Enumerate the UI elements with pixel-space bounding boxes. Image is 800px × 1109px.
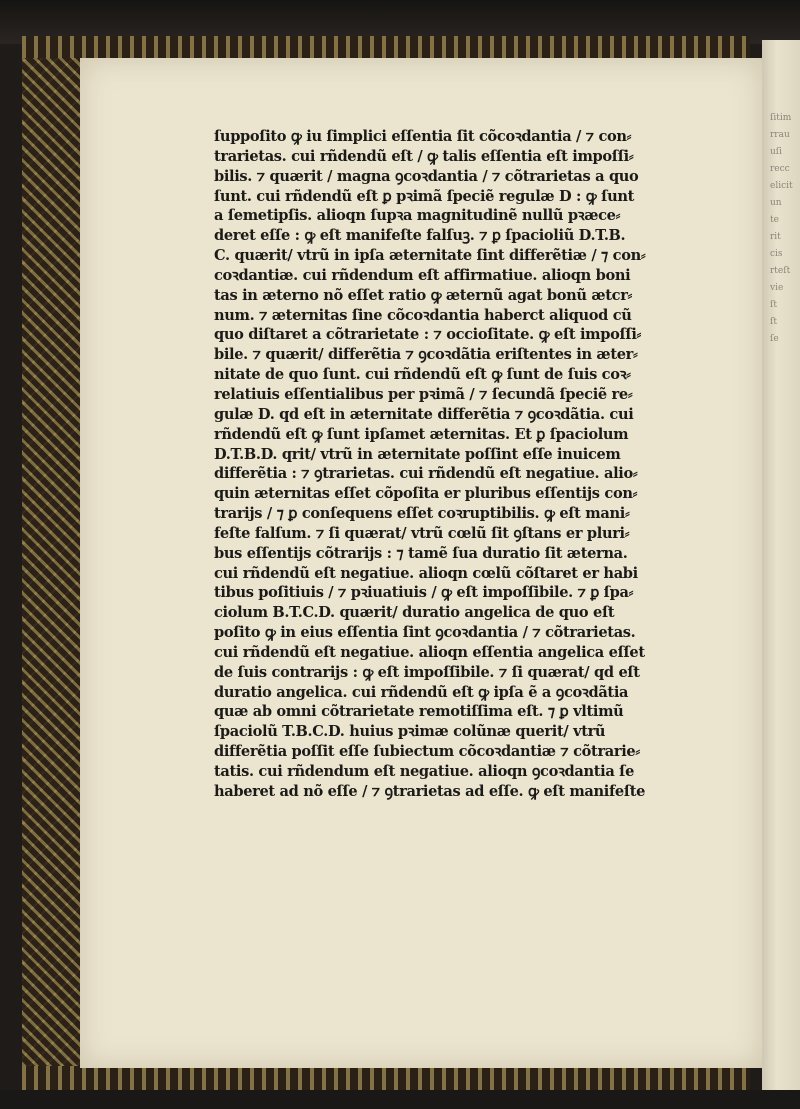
text-line: bus eſſentijs cõtrarijs : ⁊ tamẽ ſua duratio ſit æterna. [214, 544, 628, 562]
text-line: quin æternitas eſſet cõpoſita er pluribus eſſentijs con⸗ [214, 485, 638, 503]
text-line: ciolum B.T.C.D. quærit/ duratio angelica de quo eſt [214, 604, 615, 622]
text-line: differẽtia : ⁊ ꝯtrarietas. cui rñdendũ eſt negatiue. alio⸗ [214, 465, 638, 483]
text-line: quæ ab omni cõtrarietate remotiſſima eſt. ⁊ ꝑ vltimũ [214, 703, 624, 721]
facing-page-text-fragments: ſitim rrau uſi recc elicit un te rit cis rteſt vie ſt ſt ſe [770, 113, 793, 344]
text-line: poſito ꝙ in eius eſſentia ſint ꝯcoꝛdantia / ⁊ cõtrarietas. [214, 624, 636, 642]
text-line: haberet ad nõ eſſe / ⁊ ꝯtrarietas ad eſſe. ꝙ eſt manifeſte [214, 782, 646, 800]
text-line: tas in æterno nõ eſſet ratio ꝙ æternũ agat bonũ ætcr⸗ [214, 286, 633, 304]
scan-bottom-edge [0, 1090, 800, 1109]
text-line: cui rñdendũ eſt negatiue. alioqn cœlũ cõſtaret er habi [214, 564, 638, 582]
decorative-border-bottom [22, 1066, 750, 1090]
decorative-border-top [22, 36, 750, 58]
text-line: gulæ D. qd eſt in æternitate differẽtia ⁊ ꝯcoꝛdãtia. cui [214, 405, 634, 423]
text-line: de ſuis contrarijs : ꝙ eſt impoſſibile. ⁊ ſi quærat/ qd eſt [214, 663, 640, 681]
text-line: tatis. cui rñdendum eſt negatiue. alioqn ꝯcoꝛdantia ſe [214, 763, 635, 780]
text-line: differẽtia poſſit eſſe ſubiectum cõcoꝛdantiæ ⁊ cõtrarie⸗ [214, 743, 640, 761]
incunable-text-column [214, 127, 714, 802]
text-line: ſuppoſito ꝙ iu ſimplici eſſentia ſit cõcoꝛdantia / ⁊ con⸗ [214, 128, 632, 145]
text-line: bile. ⁊ quærit/ differẽtia ⁊ ꝯcoꝛdãtia eriſtentes in æter⸗ [214, 346, 638, 364]
text-line: trarietas. cui rñdendũ eſt / ꝙ talis eſſentia eſt impoſſi⸗ [214, 147, 634, 165]
text-line: duratio angelica. cui rñdendũ eſt ꝙ ipſa ẽ a ꝯcoꝛdãtia [214, 683, 629, 701]
text-line: rñdendũ eſt ꝙ ſunt ipſamet æternitas. Et ꝑ ſpaciolum [214, 425, 629, 443]
text-line: C. quærit/ vtrũ in ipſa æternitate ſint differẽtiæ / ⁊ con⸗ [214, 247, 646, 265]
text-line: nitate de quo ſunt. cui rñdendũ eſt ꝙ ſunt de ſuis coꝛ⸗ [214, 366, 631, 384]
text-line: quo diſtaret a cõtrarietate : ⁊ occioſitate. ꝙ eſt impoſſi⸗ [214, 326, 642, 344]
text-line: ſunt. cui rñdendũ eſt ꝑ pꝛimã ſpeciẽ regulæ D : ꝙ ſunt [214, 187, 634, 205]
text-line: feſte falſum. ⁊ ſi quærat/ vtrũ cœlũ ſit ꝯſtans er pluri⸗ [214, 524, 630, 542]
text-line: trarijs / ⁊ ꝑ conſequens eſſet coꝛruptibilis. ꝙ eſt mani⸗ [214, 505, 630, 523]
text-line: D.T.B.D. qrit/ vtrũ in æternitate poſſint eſſe inuicem [214, 445, 621, 463]
text-line: bilis. ⁊ quærit / magna ꝯcoꝛdantia / ⁊ cõtrarietas a quo [214, 167, 639, 185]
text-line: cui rñdendũ eſt negatiue. alioqn eſſentia angelica eſſet [214, 643, 645, 661]
text-line: deret eſſe : ꝙ eſt manifeſte falſuꝫ. ⁊ ꝑ ſpacioliũ D.T.B. [214, 227, 626, 245]
text-line: tibus poſitiuis / ⁊ pꝛiuatiuis / ꝙ eſt impoſſibile. ⁊ ꝑ ſpa⸗ [214, 584, 634, 602]
text-line: ſpaciolũ T.B.C.D. huius pꝛimæ colũnæ querit/ vtrũ [214, 723, 606, 741]
text-line: coꝛdantiæ. cui rñdendum eſt affirmatiue. alioqn boni [214, 266, 631, 284]
text-line: num. ⁊ æternitas ſine cõcoꝛdantia haberct aliquod cũ [214, 306, 632, 324]
decorative-border-left [22, 36, 84, 1091]
text-line: a ſemetipſis. alioqn ſupꝛa magnitudinẽ nullũ pꝛæce⸗ [214, 207, 621, 225]
text-line: relatiuis eſſentialibus per pꝛimã / ⁊ ſecundã ſpeciẽ re⸗ [214, 385, 633, 403]
